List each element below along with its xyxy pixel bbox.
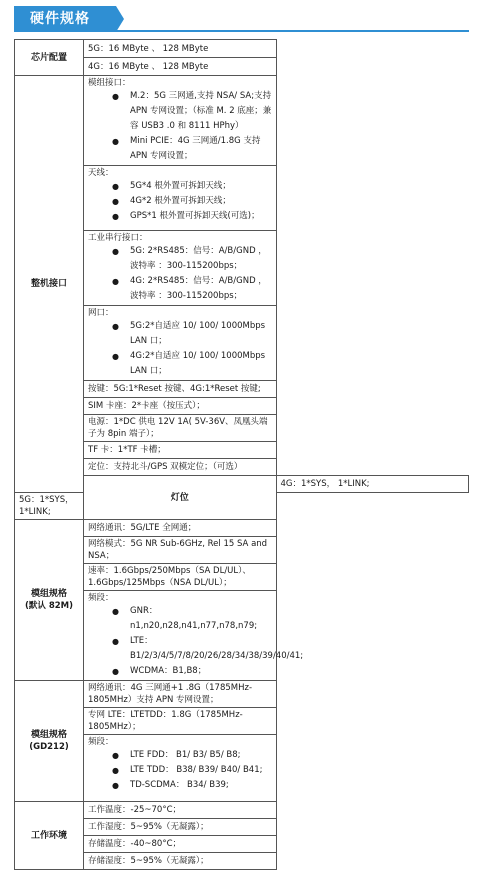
power-row: 电源：1*DC 供电 12V 1A( 5V-36V、凤凰头端子为 8pin 端子）； [84, 415, 277, 442]
led-4g: 4G：1*SYS， 1*LINK; [276, 476, 469, 493]
gd212-band-fdd: ● LTE FDD： B1/ B3/ B5/ B8; [112, 748, 272, 763]
env-storage-humidity: 存储湿度：5~95%（无凝露）； [84, 853, 277, 870]
serial-4g: ● 4G: 2*RS485：信号：A/B/GND ，波特率 ：300-115200bps； [112, 274, 272, 304]
network-title: 网口： [88, 308, 114, 318]
network-5g: ● 5G:2*自适应 10/ 100/ 1000Mbps LAN 口； [112, 319, 272, 349]
chip-label: 芯片配置 [15, 40, 84, 76]
gd212-bands-title: 频段： [88, 737, 114, 747]
led-label: 灯位 [84, 476, 277, 520]
gps-row: 定位：支持北斗/GPS 双模定位；（可选） [84, 459, 277, 476]
spec82m-band-wcdma: ● WCDMA：B1,B8； [112, 664, 272, 679]
serial-cell [84, 231, 277, 306]
serial-title: 工业串行接口： [88, 233, 148, 243]
gd212-bands-cell [84, 735, 277, 802]
chip-5g: 5G：16 MByte 、 128 MByte [84, 40, 277, 58]
network-4g: ● 4G:2*自适应 10/ 100/ 1000Mbps LAN 口； [112, 349, 272, 379]
spec82m-bands-title: 频段： [88, 593, 114, 603]
env-storage-temp: 存储温度：-40~80°C； [84, 836, 277, 853]
env-work-humidity: 工作湿度：5~95%（无凝露）； [84, 819, 277, 836]
module-interface-cell [84, 76, 277, 166]
module-interface-title: 模组接口： [88, 78, 131, 88]
gd212-comm: 网络通讯：4G 三网通+1 .8G（1785MHz-1805MHz）支持 APN 专网设置； [84, 681, 277, 708]
gd212-sublabel: (GD212) [29, 742, 69, 752]
serial-5g: ● 5G: 2*RS485：信号：A/B/GND ，波特率 ：300-115200bps； [112, 244, 272, 274]
spec82m-band-gnr: ● GNR：n1,n20,n28,n41,n77,n78,n79; [112, 604, 272, 634]
antenna-5g: ● 5G*4 根外置可拆卸天线； [112, 179, 272, 194]
env-work-temp: 工作温度：-25~70°C； [84, 802, 277, 819]
spec82m-band-lte: ● LTE：B1/2/3/4/5/7/8/20/26/28/34/38/39/40/41; [112, 634, 272, 664]
chip-4g: 4G：16 MByte 、 128 MByte [84, 58, 277, 76]
network-cell [84, 306, 277, 381]
antenna-cell [84, 166, 277, 231]
gd212-band-tdd: ● LTE TDD： B38/ B39/ B40/ B41; [112, 763, 272, 778]
spec82m-label: 模组规格 [30, 589, 67, 599]
spec-table [14, 39, 469, 870]
gd212-label: 模组规格 [30, 730, 67, 740]
interfaces-label: 整机接口 [15, 76, 84, 493]
header-title: 硬件规格 [14, 6, 116, 32]
section-header [14, 6, 469, 32]
sim-row: SIM 卡座：2*卡座（按压式）； [84, 398, 277, 415]
gd212-private: 专网 LTE：LTETDD：1.8G（1785MHz-1805MHz）； [84, 708, 277, 735]
antenna-title: 天线： [88, 168, 114, 178]
keys-row: 按键：5G:1*Reset 按键、4G:1*Reset 按键; [84, 381, 277, 398]
tf-row: TF 卡：1*TF 卡槽； [84, 442, 277, 459]
antenna-4g: ● 4G*2 根外置可拆卸天线； [112, 194, 272, 209]
gd212-band-tdscdma: ● TD-SCDMA： B34/ B39; [112, 778, 272, 793]
env-label: 工作环境 [15, 802, 84, 870]
spec82m-sublabel: (默认 82M) [24, 601, 74, 611]
module-pcie-item: ● Mini PCIE：4G 三网通/1.8G 支持 APN 专网设置； [112, 134, 272, 164]
spec82m-mode: 网络模式：5G NR Sub-6GHz, Rel 15 SA and NSA； [84, 537, 277, 564]
spec82m-bands-cell [84, 591, 304, 681]
spec82m-comm: 网络通讯：5G/LTE 全网通； [84, 520, 277, 537]
module-m2-item: ● M.2：5G 三网通,支持 NSA/ SA;支持 APN 专网设置；（标准 M. 2 底座；兼容 USB3 .0 和 8111 HPhy） [112, 89, 272, 134]
antenna-gps: ● GPS*1 根外置可拆卸天线(可选)； [112, 209, 272, 224]
gd212-label-cell [15, 681, 84, 802]
header-underline [14, 30, 469, 32]
spec82m-label-cell [15, 520, 84, 681]
spec82m-rate: 速率：1.6Gbps/250Mbps（SA DL/UL）、1.6Gbps/125Mbps（NSA DL/UL）； [84, 564, 277, 591]
led-5g: 5G：1*SYS， 1*LINK; [15, 493, 84, 520]
